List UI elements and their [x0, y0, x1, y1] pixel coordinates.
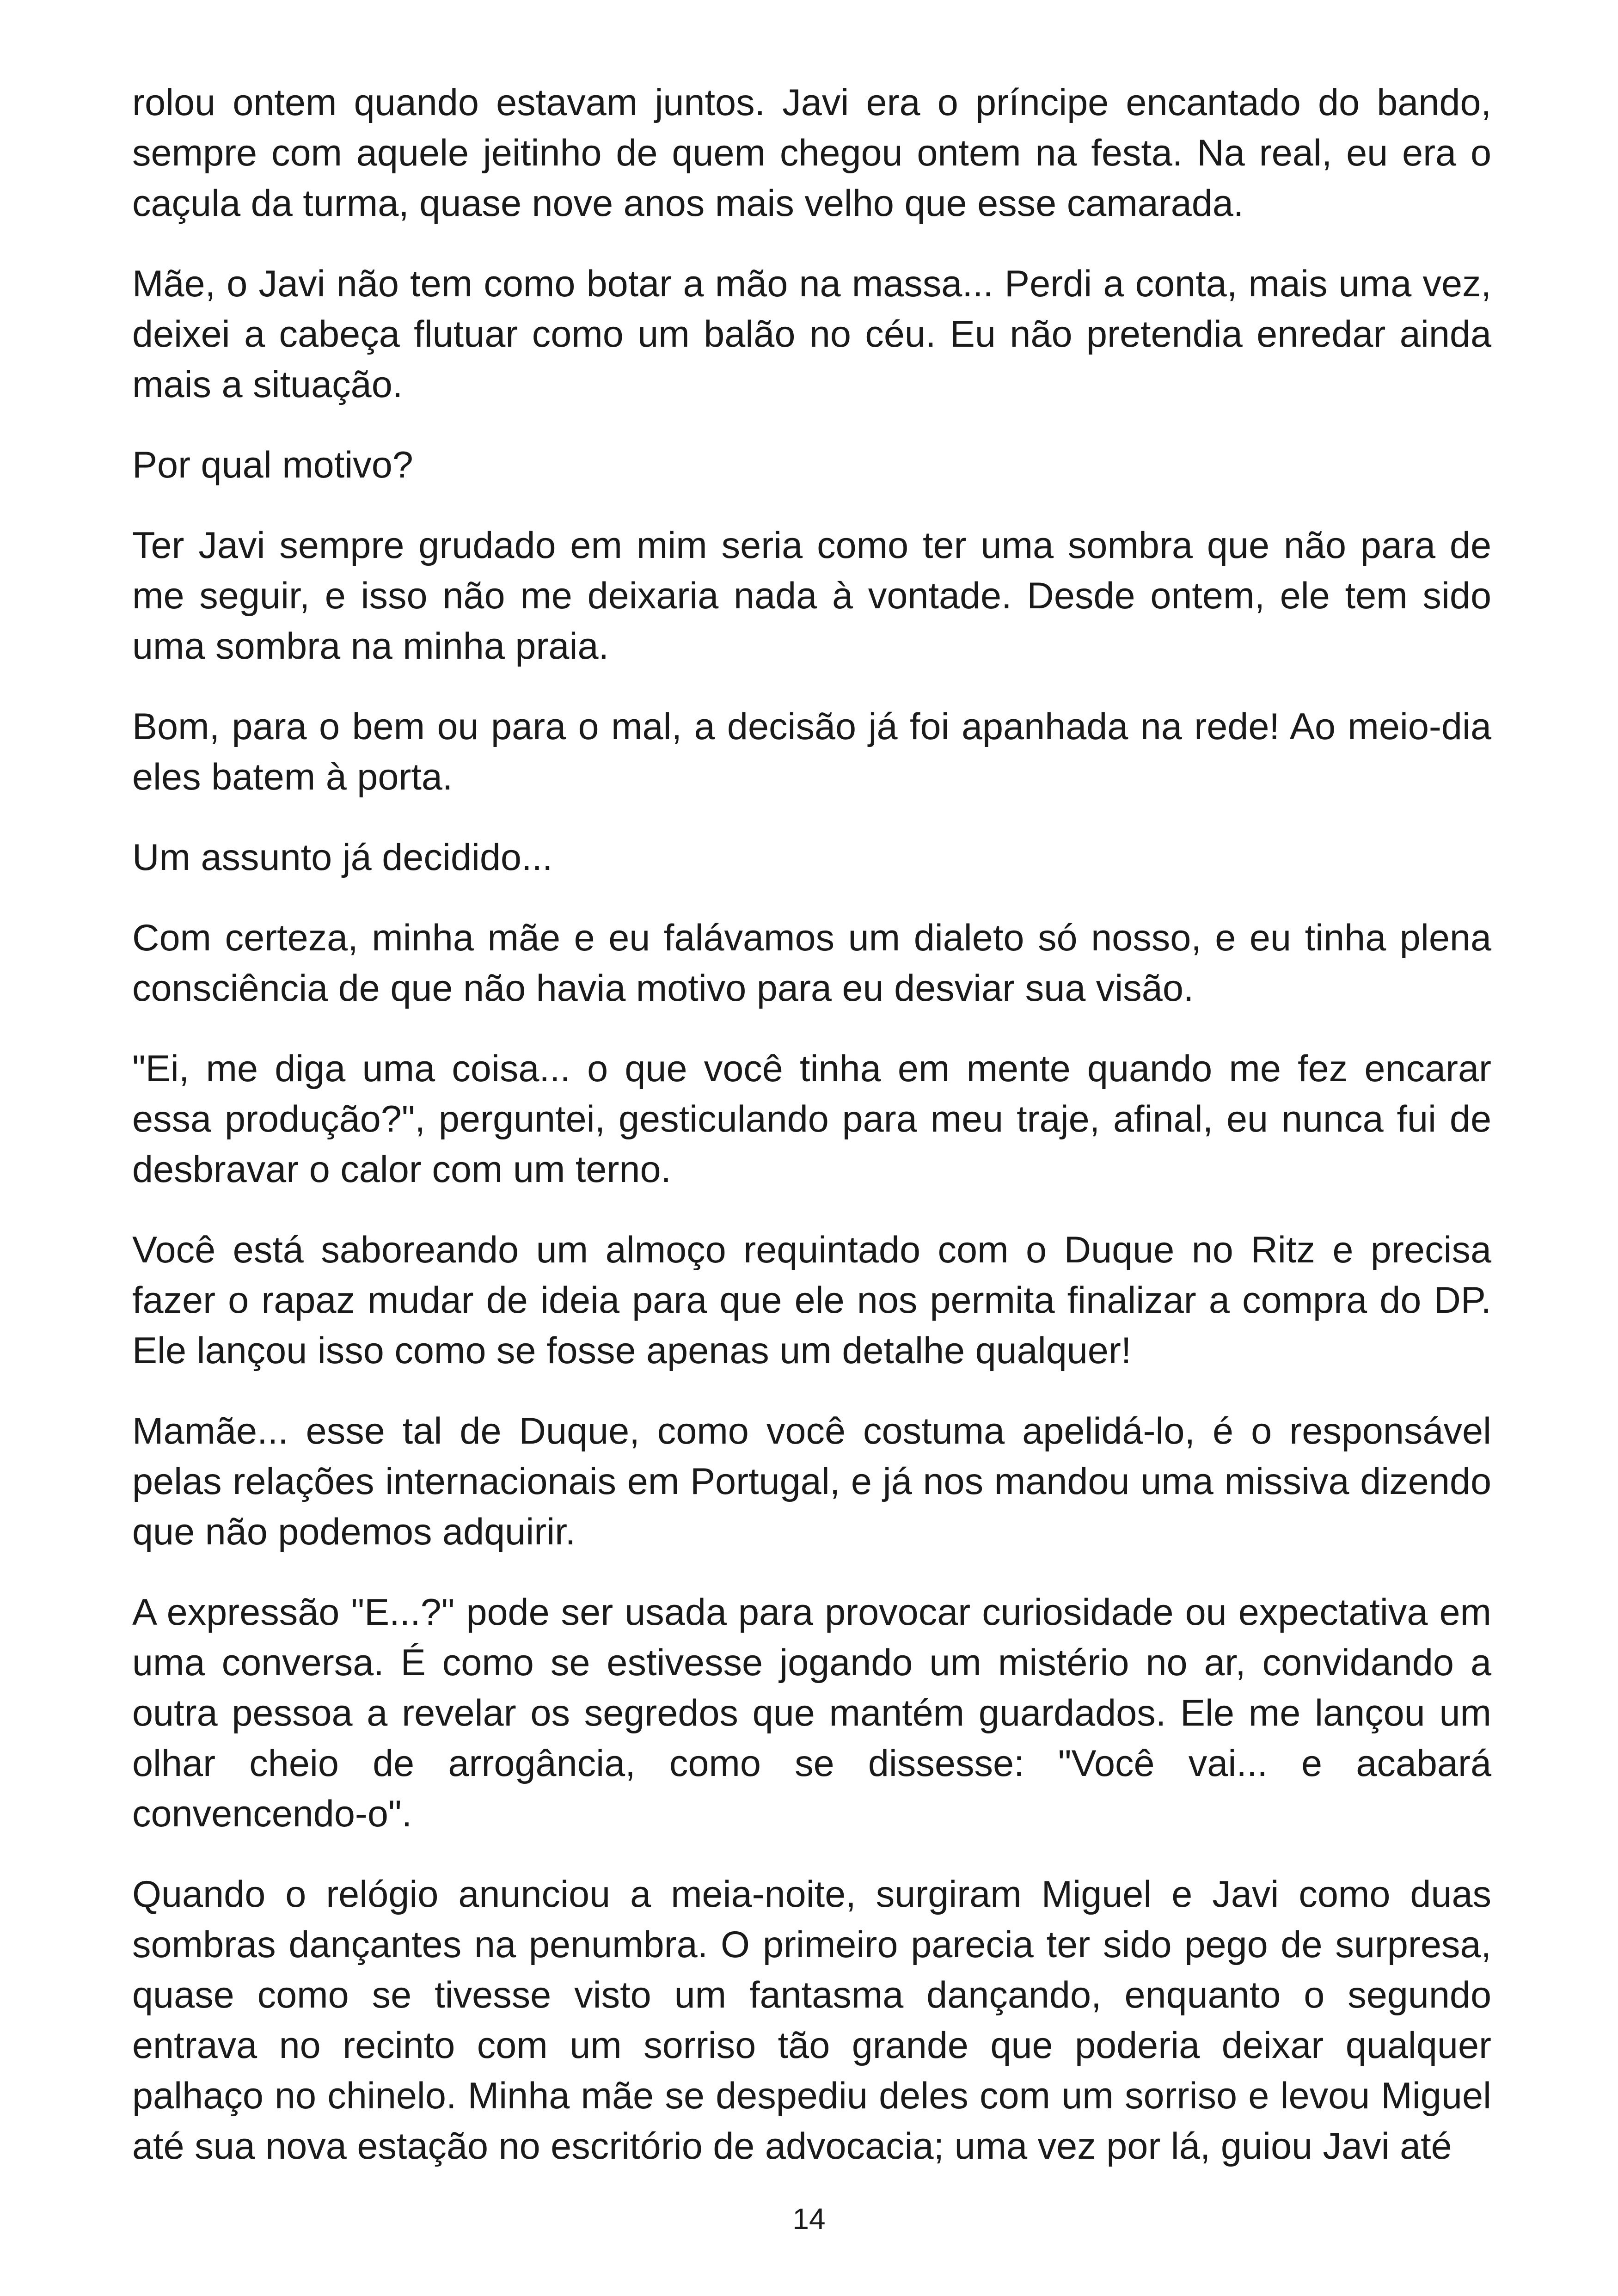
- paragraph-3: Por qual motivo?: [132, 444, 413, 486]
- paragraph-7: Com certeza, minha mãe e eu falávamos um dialeto só nosso, e eu tinha plena consciência de que não havia motivo para eu desviar sua visão.: [132, 917, 1491, 1009]
- paragraph-12: Quando o relógio anunciou a meia-noite, surgiram Miguel e Javi como duas sombras dançantes na penumbra. O primeiro parecia ter sido pego de surpresa, quase como se tivesse visto um fantasma dançando, enquanto o segundo entrava no recinto com um sorriso tão grande que poderia deixar qualquer palhaço no chinelo. Minha mãe se despediu deles com um sorriso e levou Miguel até sua nova estação no escritório de advocacia; uma vez por lá, guiou Javi até: [132, 1874, 1491, 2167]
- paragraph-10: Mamãe... esse tal de Duque, como você costuma apelidá-lo, é o responsável pelas relações internacionais em Portugal, e já nos mandou uma missiva dizendo que não podemos adquirir.: [132, 1410, 1491, 1553]
- paragraph-8: "Ei, me diga uma coisa... o que você tinha em mente quando me fez encarar essa produção?", perguntei, gesticulando para meu traje, afinal, eu nunca fui de desbravar o calor com um terno.: [132, 1048, 1491, 1190]
- paragraph-9: Você está saboreando um almoço requintado com o Duque no Ritz e precisa fazer o rapaz mudar de ideia para que ele nos permita finalizar a compra do DP. Ele lançou isso como se fosse apenas um detalhe qualquer!: [132, 1229, 1491, 1371]
- paragraph-4: Ter Javi sempre grudado em mim seria como ter uma sombra que não para de me seguir, e isso não me deixaria nada à vontade. Desde ontem, ele tem sido uma sombra na minha praia.: [132, 525, 1491, 667]
- page-number: 14: [792, 2202, 826, 2235]
- document-page: [132, 78, 1491, 2202]
- paragraph-1: rolou ontem quando estavam juntos. Javi era o príncipe encantado do bando, sempre com aquele jeitinho de quem chegou ontem na festa. Na real, eu era o caçula da turma, quase nove anos mais velho que esse camarada.: [132, 82, 1491, 224]
- paragraph-11: A expressão "E...?" pode ser usada para provocar curiosidade ou expectativa em uma conversa. É como se estivesse jogando um mistério no ar, convidando a outra pessoa a revelar os segredos que mantém guardados. Ele me lançou um olhar cheio de arrogância, como se dissesse: "Você vai... e acabará convencendo-o".: [132, 1592, 1491, 1835]
- paragraph-6: Um assunto já decidido...: [132, 837, 553, 878]
- paragraph-2: Mãe, o Javi não tem como botar a mão na massa... Perdi a conta, mais uma vez, deixei a cabeça flutuar como um balão no céu. Eu não pretendia enredar ainda mais a situação.: [132, 263, 1491, 405]
- paragraph-5: Bom, para o bem ou para o mal, a decisão já foi apanhada na rede! Ao meio-dia eles batem à porta.: [132, 706, 1491, 798]
